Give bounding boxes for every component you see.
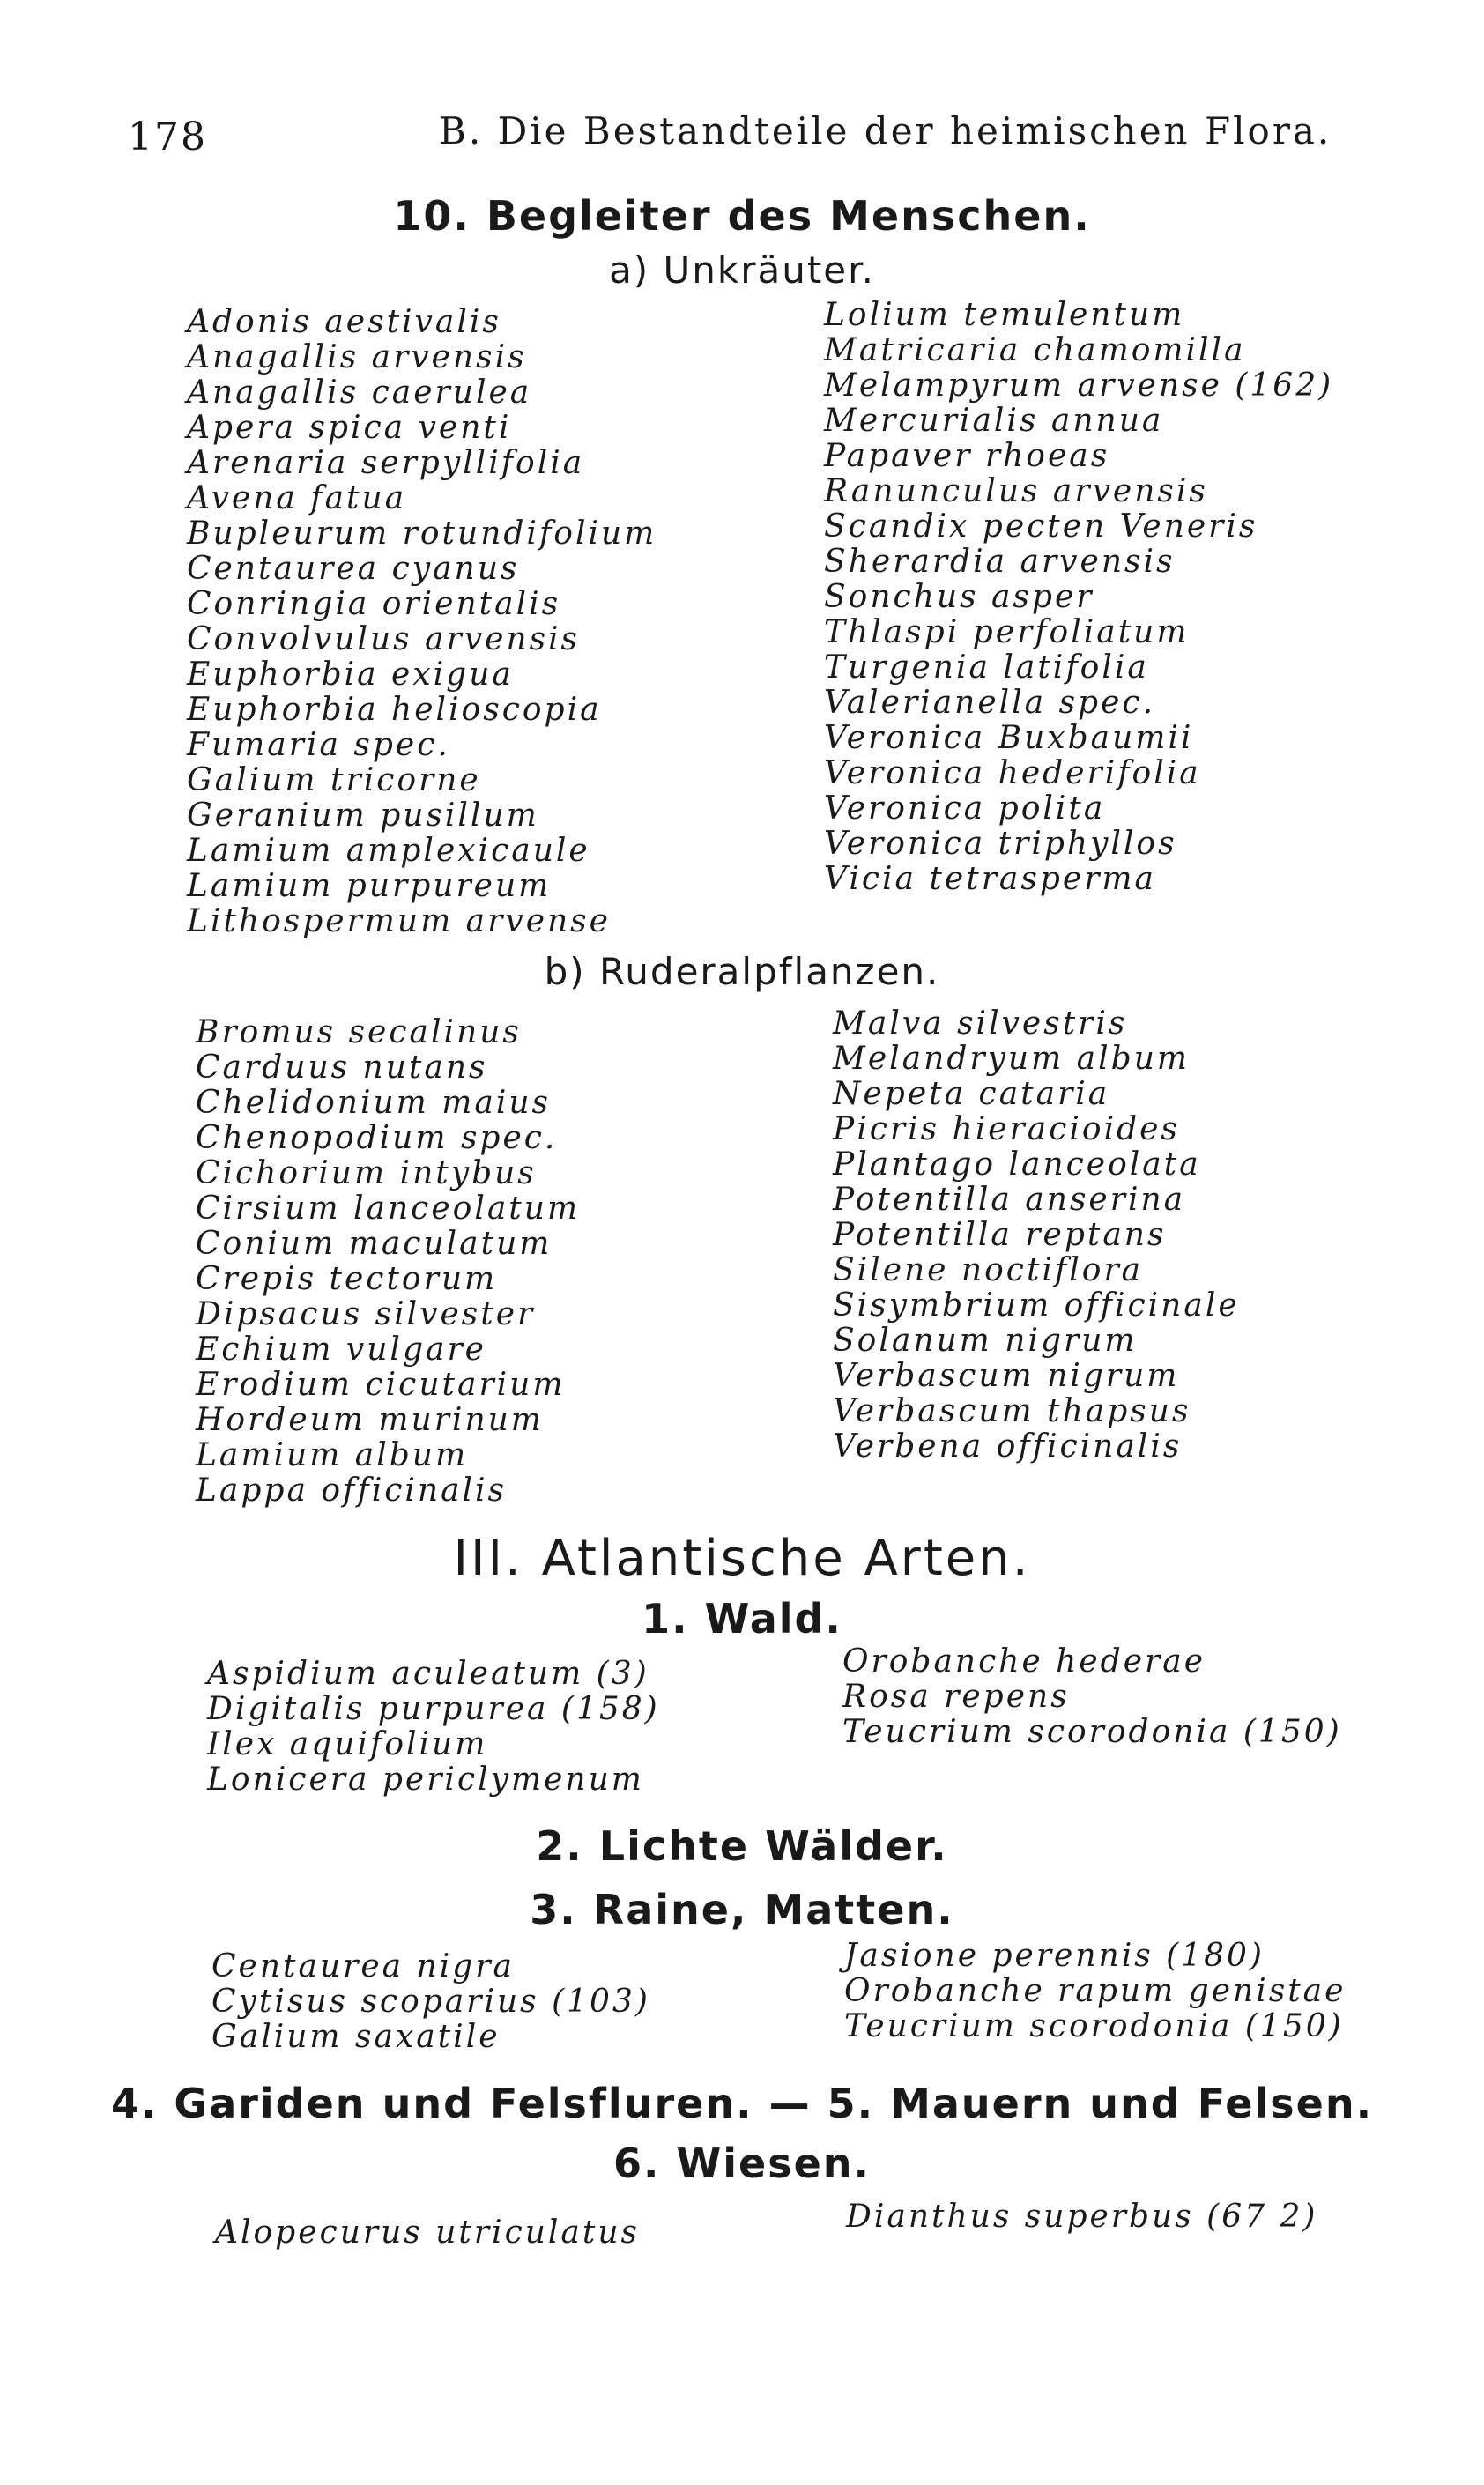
species-name: Potentilla reptans [833,1217,1167,1253]
running-title: B. Die Bestandteile der heimischen Flora. [439,109,1332,152]
species-name: Galium saxatile [211,2019,501,2055]
species-name: Adonis aestivalis [187,304,501,340]
species-name: Centaurea cyanus [187,551,520,587]
subsection-b-title: b) Ruderalpflanzen. [544,950,940,993]
species-name: Anagallis arvensis [187,339,527,375]
species-name: Avena fatua [187,480,407,516]
species-name: Vicia tetrasperma [824,861,1157,897]
species-name: Lithospermum arvense [187,903,611,939]
species-name: Cirsium lanceolatum [196,1191,581,1227]
species-name: Fumaria spec. [187,727,450,763]
species-list-wald-right [842,1644,1342,1750]
species-name: Carduus nutans [196,1050,488,1086]
species-name: Lonicera periclymenum [207,1762,644,1798]
species-name: Orobanche hederae [842,1643,1206,1680]
species-name: Lappa officinalis [196,1472,508,1509]
species-name: Sisymbrium officinale [833,1287,1240,1324]
species-list-unkraeuter-right [824,298,1333,897]
species-name: Veronica triphyllos [824,826,1177,862]
species-name: Crepis tectorum [196,1261,498,1297]
species-list-wiesen-right [846,2199,1317,2235]
species-name: Plantago lanceolata [833,1146,1201,1183]
species-name: Chenopodium spec. [196,1120,558,1156]
species-name: Cytisus scoparius (103) [211,1984,650,2020]
species-name: Nepeta cataria [833,1076,1110,1112]
species-name: Bromus secalinus [196,1014,522,1050]
species-list-ruderal-left [196,1015,580,1509]
species-list-wiesen-left [215,2215,640,2251]
species-name: Scandix pecten Veneris [824,508,1258,545]
species-name: Solanum nigrum [833,1323,1138,1359]
species-name: Silene noctiflora [833,1252,1144,1288]
species-name: Ilex aquifolium [207,1726,488,1762]
species-list-wald-left [207,1657,660,1798]
species-list-unkraeuter-left [187,305,657,939]
species-name: Picris hieracioides [833,1111,1180,1147]
raine-title: 3. Raine, Matten. [530,1886,954,1933]
species-list-raine-left [211,1949,650,2055]
species-list-ruderal-right [833,1006,1240,1465]
species-name: Euphorbia exigua [187,656,514,693]
species-name: Chelidonium maius [196,1085,552,1121]
species-name: Euphorbia helioscopia [187,692,602,728]
species-name: Lamium purpureum [187,868,552,904]
species-name: Centaurea nigra [211,1948,515,1984]
species-name: Verbascum thapsus [833,1393,1191,1429]
species-name: Jasione perennis (180) [844,1938,1265,1974]
species-name: Anagallis caerulea [187,375,532,411]
species-name: Echium vulgare [196,1332,486,1368]
species-name: Arenaria serpyllifolia [187,445,585,481]
species-name: Matricaria chamomilla [824,332,1246,368]
species-name: Teucrium scorodonia (150) [842,1714,1342,1750]
species-name: Apera spica venti [187,410,512,446]
species-name: Melandryum album [833,1041,1191,1077]
species-name: Ranunculus arvensis [824,473,1208,509]
species-name: Orobanche rapum genistae [844,1973,1347,2009]
species-name: Valerianella spec. [824,685,1156,721]
species-name: Sherardia arvensis [824,544,1176,580]
section-10-title: 10. Begleiter des Menschen. [393,192,1091,240]
species-name: Erodium cicutarium [196,1367,566,1403]
species-name: Hordeum murinum [196,1402,544,1438]
species-name: Papaver rhoeas [824,438,1110,474]
species-name: Dianthus superbus (67 2) [846,2199,1318,2235]
species-name: Galium tricorne [187,762,481,798]
species-name: Turgenia latifolia [824,649,1149,686]
species-name: Conium maculatum [196,1226,553,1262]
species-name: Teucrium scorodonia (150) [844,2008,1344,2044]
species-name: Potentilla anserina [833,1182,1186,1218]
species-name: Dipsacus silvester [196,1296,536,1332]
species-name: Veronica Buxbaumii [824,720,1194,756]
species-name: Rosa repens [842,1679,1070,1715]
species-name: Bupleurum rotundifolium [187,516,657,552]
species-name: Lolium temulentum [824,297,1185,333]
species-name: Conringia orientalis [187,586,561,622]
species-name: Veronica polita [824,790,1106,827]
species-name: Thlaspi perfoliatum [824,614,1190,650]
section-III-title: III. Atlantische Arten. [453,1530,1031,1587]
species-name: Geranium pusillum [187,797,539,834]
wald-title: 1. Wald. [642,1595,842,1643]
species-name: Veronica hederifolia [824,755,1201,791]
species-name: Melampyrum arvense (162) [824,367,1334,404]
species-list-raine-right [844,1939,1346,2044]
species-name: Aspidium aculeatum (3) [207,1656,649,1692]
species-name: Cichorium intybus [196,1155,537,1191]
species-name: Alopecurus utriculatus [215,2214,641,2251]
species-name: Sonchus asper [824,579,1094,615]
species-name: Lamium amplexicaule [187,833,590,869]
subsection-a-title: a) Unkräuter. [609,248,875,292]
gariden-title: 4. Gariden und Felsfluren. — 5. Mauern und Felsen. [110,2080,1374,2127]
species-name: Verbascum nigrum [833,1358,1180,1394]
wiesen-title: 6. Wiesen. [612,2140,871,2187]
species-name: Verbena officinalis [833,1428,1183,1465]
species-name: Mercurialis annua [824,403,1164,439]
species-name: Lamium album [196,1437,469,1473]
lichte-waelder-title: 2. Lichte Wälder. [536,1822,948,1870]
species-name: Convolvulus arvensis [187,621,581,657]
species-name: Digitalis purpurea (158) [207,1691,660,1727]
page-number: 178 [128,115,207,159]
species-name: Malva silvestris [833,1005,1128,1042]
